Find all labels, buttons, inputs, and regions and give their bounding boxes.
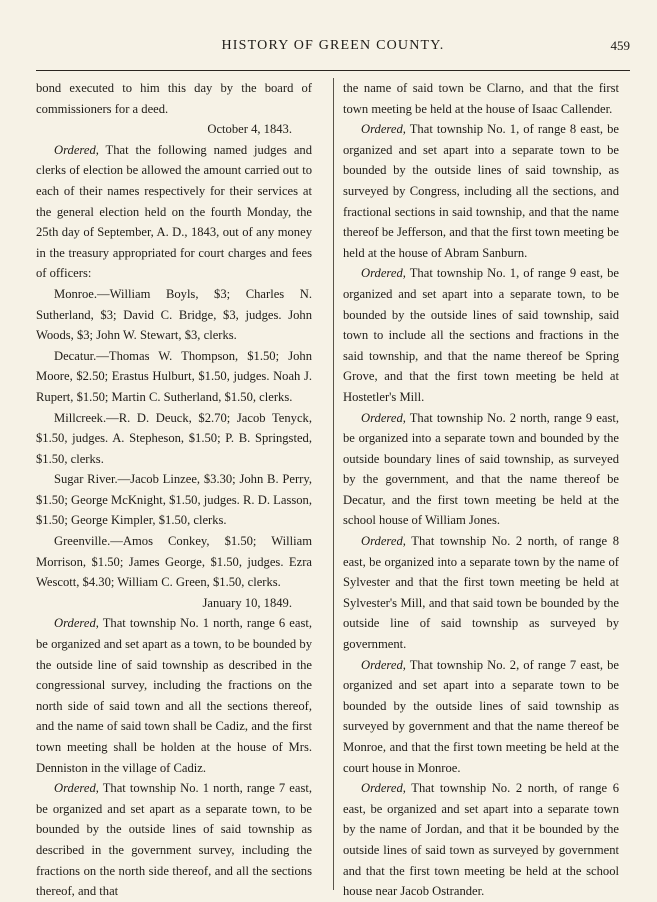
left-column (36, 78, 312, 902)
order-text: That township No. 1, of range 9 east, be organized and set apart into a separate town, to be bounded by the outside lines of said township, said town to include all the sections and fractions in the said township, and that the name thereof be Spring Grove, and that the first town meeting be held at Hostetler's Mill. (343, 266, 619, 404)
ordered-lead: Ordered, (361, 781, 406, 796)
order-text: That township No. 2 north, range 9 east, be organized into a separate town and bounded by the outside boundary lines of said township, as surveyed by the government, and that the name thereof be Decatur, and the first town meeting be held at the school house of William Jones. (343, 410, 619, 528)
ordered-lead: Ordered, (54, 781, 99, 796)
page-header (36, 32, 630, 56)
page-number: 459 (610, 38, 630, 53)
order-paragraph (343, 778, 619, 902)
column-divider (333, 78, 334, 890)
order-paragraph (343, 119, 619, 263)
ordered-lead: Ordered, (361, 122, 406, 137)
order-text: That township No. 1, of range 8 east, be organized and set apart into a separate town to be bounded by the outside lines of said township, as surveyed by Congress, including all the sections, and fractional sections in said township, and that the name thereof be Jefferson, and that the first town meeting be held at the house of Abram Sanburn. (343, 122, 619, 260)
date-line: October 4, 1843. (207, 122, 292, 137)
body-paragraph: Monroe.—William Boyls, $3; Charles N. Sutherland, $3; David C. Bridge, $3, judges. John Woods, $3; John W. Stewart, $3, clerks. (36, 286, 312, 343)
body-paragraph: Millcreek.—R. D. Deuck, $2.70; Jacob Tenyck, $1.50, judges. A. Stepheson, $1.50; P. B. Springsted, $1.50, clerks. (36, 410, 312, 466)
running-title: HISTORY OF GREEN COUNTY. (221, 38, 445, 53)
ordered-lead: Ordered, (361, 266, 406, 281)
order-text: That township No. 2, of range 7 east, be organized and set apart into a separate town to be bounded by the outside lines of said township as surveyed by government and that the name thereof be Monroe, and that the first town meeting be held at the court house in Monroe. (343, 657, 619, 775)
right-column (343, 78, 619, 902)
order-paragraph (36, 140, 312, 284)
order-text: That township No. 1 north, range 6 east, be organized and set apart as a town, to be bounded by the outside line of said township as described in the congressional survey, including the fractions on the north side of said town and all the sections thereof, and the name of said town shall be Cadiz, and the first town meeting shall be holden at the house of Mrs. Denniston in the village of Cadiz. (36, 616, 312, 775)
order-paragraph (36, 613, 312, 778)
ordered-lead: Ordered, (361, 534, 406, 549)
body-paragraph: the name of said town be Clarno, and that the first town meeting be held at the house of Isaac Callender. (343, 81, 619, 116)
order-text: That township No. 2 north, of range 8 east, be organized into a separate town by the name of Sylvester and that the first town meeting be held at Sylvester's Mill, and that said town be bounded by the outside line of said township as surveyed by government. (343, 534, 619, 652)
order-paragraph (343, 531, 619, 655)
order-paragraph (36, 778, 312, 902)
ordered-lead: Ordered, (54, 616, 99, 631)
order-text: That township No. 1 north, range 7 east, be organized and set apart as a separate town, to be bounded by the outside lines of said township as described in the government survey, including the fractions on the north side thereof, and all the sections thereof, and that (36, 781, 312, 899)
order-paragraph (343, 408, 619, 532)
ordered-lead: Ordered, (54, 142, 99, 157)
body-paragraph: Sugar River.—Jacob Linzee, $3.30; John B. Perry, $1.50; George McKnight, $1.50, judges. R. D. Lasson, $1.50; George Kimpler, $1.50, clerks. (36, 472, 312, 528)
body-paragraph: bond executed to him this day by the board of commissioners for a deed. (36, 81, 312, 116)
order-paragraph (343, 263, 619, 407)
order-paragraph (343, 655, 619, 779)
header-rule (36, 70, 630, 71)
ordered-lead: Ordered, (361, 657, 406, 672)
order-text: That the following named judges and clerks of election be allowed the amount carried out to each of their names respectively for their services at the general election held on the fourth Monday, the 25th day of September, A. D., 1843, out of any money in the treasury appropriated for court charges and fees of officers: (36, 142, 312, 281)
body-paragraph: Decatur.—Thomas W. Thompson, $1.50; John Moore, $2.50; Erastus Hulburt, $1.50, judges. Noah J. Rupert, $1.50; Martin C. Sutherland, $1.50, clerks. (36, 348, 312, 404)
ordered-lead: Ordered, (361, 410, 406, 425)
order-text: That township No. 2 north, of range 6 east, be organized and set apart into a separate town by the name of Jordan, and that it be bounded by the outside lines of said town as surveyed by government and that the first town meeting be held at the school house near Jacob Ostrander. (343, 781, 619, 899)
date-line: January 10, 1849. (202, 595, 292, 610)
body-paragraph: Greenville.—Amos Conkey, $1.50; William Morrison, $1.50; James George, $1.50, judges. Ezra Wescott, $4.30; William C. Green, $1.50, clerks. (36, 534, 312, 590)
